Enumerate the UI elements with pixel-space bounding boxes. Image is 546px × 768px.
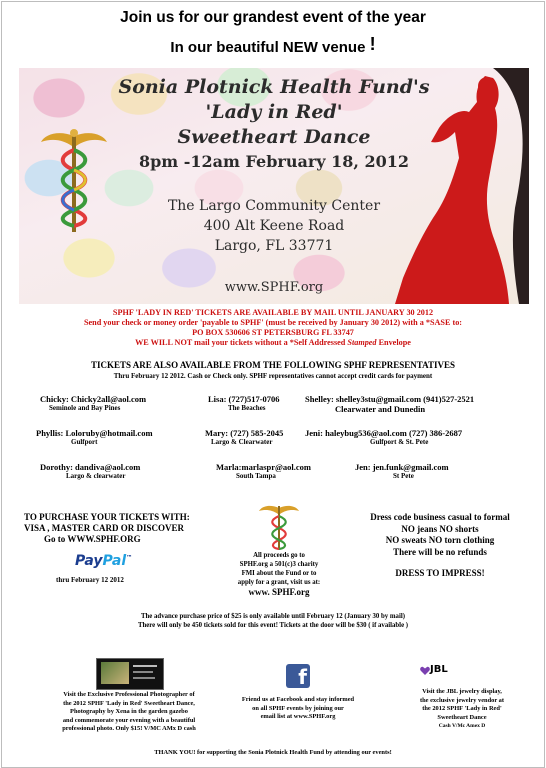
purchase-line-2: VISA , MASTER CARD OR DISCOVER [24,523,185,533]
proceeds-line-3: FMI about the Fund or to [241,570,317,577]
jbl-info [392,688,532,731]
dress-line-4: There will be no refunds [393,546,487,557]
facebook-icon[interactable]: f [286,664,310,688]
mail-line-1: SPHF 'LADY IN RED' TICKETS ARE AVAILABLE BY MAIL UNTIL JANUARY 30 2012 [112,308,434,317]
rep-area: Clearwater and Dunedin [335,404,426,414]
event-title-2: 'Lady in Red' [205,101,343,123]
reps-heading: TICKETS ARE ALSO AVAILABLE FROM THE FOLLOWING SPHF REPRESENTATIVES [91,360,455,370]
rep-jen [355,462,495,480]
photographer-logo[interactable] [96,658,164,690]
jbl-line-4: Sweetheart Dance [437,713,487,721]
rep-name[interactable]: Lisa: (727)517-0706 [208,394,280,404]
photographer-line-4: and commemorate your evening with a beautiful [62,716,196,724]
rep-dorothy [40,462,200,480]
dress-line-2: NO jeans NO shorts [401,523,479,534]
facebook-info [228,696,368,722]
facebook-line-3: email list at www.SPHF.org [260,713,336,721]
rep-lisa [208,394,308,412]
photographer-line-1: Visit the Exclusive Professional Photographer of [63,691,195,698]
advance-line-1: The advance purchase price of $25 is only available until February 12 (January 30 by mail) [140,613,406,620]
dress-line-3: NO sweats NO torn clothing [385,535,495,545]
proceeds-line-2: SPHF.org a 501(c)3 charity [239,561,319,568]
purchase-line-1: TO PURCHASE YOUR TICKETS WITH: [24,512,190,522]
proceeds-line-1: All proceeds go to [253,552,305,559]
rep-phyllis [36,428,206,446]
rep-name[interactable]: Jen: jen.funk@gmail.com [355,462,449,472]
venue-street: 400 Alt Keene Road [203,218,345,234]
rep-chicky [40,394,200,412]
rep-area: South Tampa [236,472,276,480]
rep-name[interactable]: Shelley: shelley3stu@gmail.com (941)527-2521 [305,394,475,404]
rep-area: Gulfport [71,438,98,446]
photographer-line-3: Photography by Xena in the garden gazebo [70,708,188,716]
mail-info [0,308,546,348]
mail-line-2: Send your check or money order 'payable to SPHF' (must be received by January 30 2012) with a *SASE to: [83,318,463,327]
jbl-line-3: the 2012 SPHF 'Lady in Red' [422,705,502,713]
photographer-info [40,691,218,734]
rep-marla [216,462,326,480]
rep-name[interactable]: Marla:marlaspr@aol.com [216,462,312,472]
rep-shelley [305,394,530,414]
dress-code [348,512,532,580]
paypal-deadline: thru February 12 2012 [56,576,124,584]
purchase-info [24,512,234,545]
event-title-3: Sweetheart Dance [177,126,371,148]
event-banner [19,68,529,304]
rep-jeni [305,428,530,446]
rep-area: Largo & clearwater [66,472,126,480]
jbl-line-5: Cash V/Mc Amex D [438,723,486,730]
dress-line-1: Dress code business casual to formal [370,512,510,522]
heart-icon [420,666,430,676]
rep-name[interactable]: Dorothy: dandiva@aol.com [40,462,141,472]
purchase-line-3[interactable]: Go to WWW.SPHF.ORG [44,534,141,544]
paypal-logo[interactable]: PayPal™ [75,553,133,569]
proceeds-line-4: apply for a grant, visit us at: [237,579,321,586]
rep-name[interactable]: Mary: (727) 585-2045 [205,428,284,438]
event-datetime: 8pm -12am February 18, 2012 [138,152,410,171]
header-line-2: In our beautiful NEW venue ! [170,34,376,56]
advance-line-2: There will only be 450 tickets sold for this event! Tickets at the door will be $30 ( if available ) [137,622,409,629]
dress-impress: DRESS TO IMPRESS! [395,568,485,578]
rep-area: Largo & Clearwater [211,438,273,446]
rep-area: Seminole and Bay Pines [49,404,121,412]
facebook-line-1: Friend us at Facebook and stay informed [241,696,355,703]
proceeds-url[interactable]: www. SPHF.org [248,587,310,597]
footer-thanks: THANK YOU! for supporting the Sonia Plotnick Health Fund by attending our events! [154,749,392,756]
event-title-1: Sonia Plotnick Health Fund's [118,76,430,98]
rep-area: St Pete [393,472,414,480]
mail-line-3: PO BOX 530606 ST PETERSBURG FL 33747 [192,328,354,337]
reps-subheading: Thru February 12 2012. Cash or Check only. SPHF representatives cannot accept credit cards for payment [113,372,433,380]
proceeds-info [221,551,337,598]
jbl-logo[interactable]: JBL [420,662,450,684]
jbl-line-2: the exclusive jewelry vendor at [419,696,504,704]
venue-city: Largo, FL 33771 [214,238,334,254]
rep-mary [205,428,315,446]
caduceus-small-icon [258,502,300,550]
facebook-line-2: on all SPHF events by joining our [252,704,344,712]
banner-url[interactable]: www.SPHF.org [224,280,324,295]
rep-area: The Beaches [228,404,266,412]
rep-area: Gulfport & St. Pete [370,438,429,446]
mail-line-4: WE WILL NOT mail your tickets without a *Self Addressed Stamped Envelope [135,338,411,347]
advance-price-note [0,612,546,630]
jbl-line-1: Visit the JBL jewelry display, [422,688,502,695]
header-line-1: Join us for our grandest event of the year [120,9,426,26]
venue-name: The Largo Community Center [167,198,381,214]
photographer-line-2: the 2012 SPHF 'Lady in Red' Sweetheart Dance, [63,699,195,707]
rep-name[interactable]: Jeni: haleybug536@aol.com (727) 386-2687 [305,428,463,438]
rep-name[interactable]: Chicky: Chicky2all@aol.com [40,394,147,404]
photographer-line-5: professional photo. Only $15! V/MC AMx D cash [62,725,196,733]
rep-name[interactable]: Phyllis: Loloruby@hotmail.com [36,428,153,438]
